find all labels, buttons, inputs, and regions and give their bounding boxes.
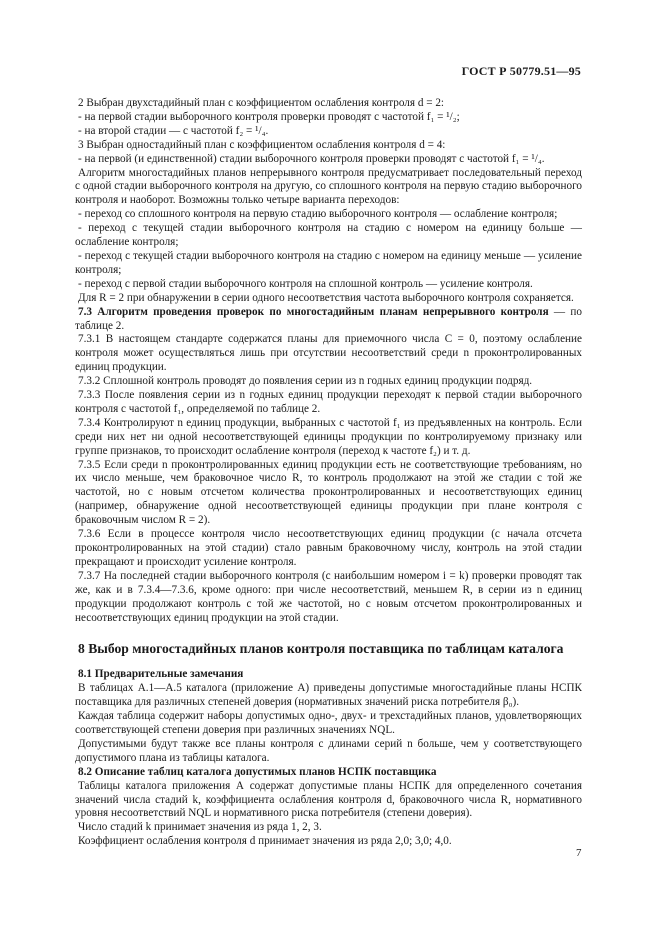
clause-7-3-1: 7.3.1 В настоящем стандарте содержатся планы для приемочного числа C = 0, поэтому ослабление контроля может осуществляться лишь при отсутствии несоответствий среди n проконтролированных единиц продукции.	[75, 333, 582, 374]
clause-7-3-2: 7.3.2 Сплошной контроль проводят до появления серии из n годных единиц продукции подряд.	[78, 375, 533, 388]
clause-7-3-6: 7.3.6 Если в процессе контроля число несоответствующих единиц продукции (с начала отсчета проконтролированных на этой стадии) стало равным браковочному числу, контроль на этой стадии прекращают и происходит усиление контроля.	[75, 528, 582, 568]
subsection-title: 7.3 Алгоритм проведения проверок по многостадийным планам непрерывного контроля	[78, 305, 549, 318]
paragraph: Для R = 2 при обнаружении в серии одного несоответствия частота выборочного контроля сохраняется.	[78, 291, 574, 304]
paragraph: Таблицы каталога приложения А содержат допустимые планы НСПК для определенного сочетания значений числа стадий k, коэффициента ослабления контроля d, браковочного числа R, нормативного уровня несоответствий NQL и нормативного риска потребителя (степени доверия).	[75, 779, 582, 820]
clause-7-3-3: 7.3.3 После появления серии из n годных единиц продукции переходят к первой стадии выборочного контроля с частотой f₁, определяемой по таблице 2.	[75, 389, 582, 415]
subsection-title-tail: — по таблице 2.	[75, 305, 582, 332]
paragraph: Коэффициент ослабления контроля d принимает значения из ряда 2,0; 3,0; 4,0.	[78, 835, 452, 848]
paragraph: Алгоритм многостадийных планов непрерывного контроля предусматривает последовательный переход с одной стадии выборочного контроля на другую, со сплошного контроля на первую стадию выборочного контроля и наоборот. Возможны только четыре варианта переходов:	[75, 166, 582, 207]
clause-7-3-7: 7.3.7 На последней стадии выборочного контроля (с наибольшим номером i = k) проверки проводят так же, как и в 7.3.4—7.3.6, кроме одного: при числе несоответствий, меньшем R, в серии из n единиц продукции продолжают контроль с той же частотой, но с новым отсчетом проконтролированных и несоответствующих единиц продукции на этой стадии.	[75, 569, 582, 624]
document-code: ГОСТ Р 50779.51—95	[461, 64, 581, 78]
paragraph: Число стадий k принимает значения из ряда 1, 2, 3.	[78, 821, 322, 834]
clause-7-3-5: 7.3.5 Если среди n проконтролированных единиц продукции есть не соответствующие требованиям, но их число меньше, чем браковочное число R, то контроль продолжают на этой же стадии с той же частотой, но с новым отсчетом количества проконтролированных и несоответствующих единиц (например, обнаружение одной несоответствующей единицы продукции при плане контроля с браковочным числом R = 2).	[75, 458, 582, 527]
paragraph: Допустимыми будут также все планы контроля с длинами серий n больше, чем у соответствующего допустимого плана из таблицы каталога.	[75, 737, 582, 764]
list-item: - на первой (и единственной) стадии выборочного контроля проверки проводят с частотой f₁ = ¹/₄.	[78, 152, 545, 165]
clause-7-3-4: 7.3.4 Контролируют n единиц продукции, выбранных с частотой f₁ из предъявленных на контроль. Если среди них нет ни одной несоответствующей единицы продукции по контролируемому признаку или группе признаков, то происходит ослабление контроля (переход к частоте f₂) и т. д.	[75, 416, 582, 457]
list-item: - переход с текущей стадии выборочного контроля на стадию с номером на единицу меньше — усиление контроля;	[75, 249, 582, 276]
subsection-8-1-title: 8.1 Предварительные замечания	[78, 668, 244, 681]
list-item: - на второй стадии — с частотой f₂ = ¹/₄.	[78, 124, 269, 137]
page-number: 7	[576, 847, 582, 859]
list-item: - на первой стадии выборочного контроля проверки проводят с частотой f₁ = ¹/₂;	[78, 110, 460, 123]
list-item: - переход с первой стадии выборочного контроля на сплошной контроль — усиление контроля.	[78, 277, 533, 290]
paragraph: В таблицах А.1—А.5 каталога (приложение А) приведены допустимые многостадийные планы НСПК поставщика для различных степеней доверия (нормативных значений риска потребителя β₀).	[75, 682, 582, 709]
document-body	[75, 97, 582, 849]
subsection-8-2-title: 8.2 Описание таблиц каталога допустимых планов НСПК поставщика	[78, 765, 437, 778]
list-item: - переход с текущей стадии выборочного контроля на стадию с номером на единицу больше — ослабление контроля;	[75, 222, 582, 249]
paragraph: Каждая таблица содержит наборы допустимых одно-, двух- и трехстадийных планов, удовлетворяющих соответствующей степени доверия при различных значениях NQL.	[75, 710, 582, 736]
paragraph: 2 Выбран двухстадийный план с коэффициентом ослабления контроля d = 2:	[78, 97, 445, 109]
subsection-7-3	[75, 306, 582, 334]
list-item: - переход со сплошного контроля на первую стадию выборочного контроля — ослабление контроля;	[78, 208, 558, 221]
paragraph: 3 Выбран одностадийный план с коэффициентом ослабления контроля d = 4:	[78, 138, 446, 151]
section-8-title: 8 Выбор многостадийных планов контроля поставщика по таблицам каталога	[78, 641, 564, 657]
